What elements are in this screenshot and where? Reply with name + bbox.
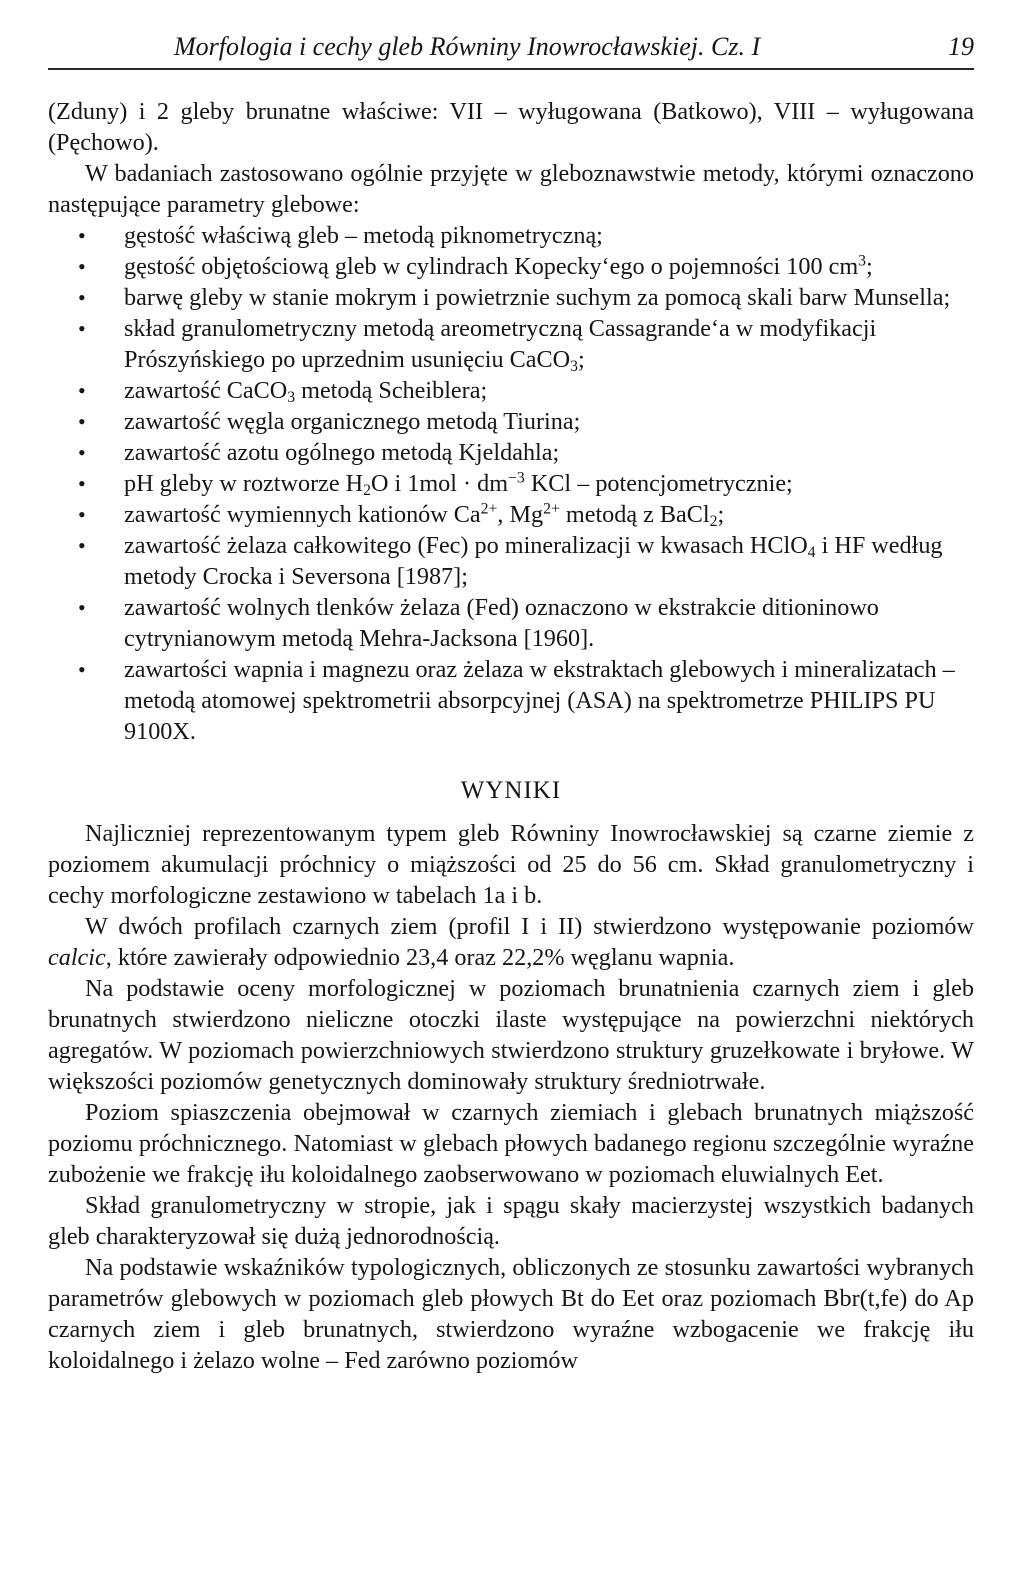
subscript: 4 [807, 543, 816, 561]
results-paragraph: Na podstawie wskaźników typologicznych, obliczonych ze stosunku zawartości wybranych parametrów glebowych w poziomach gleb płowych Bt do Eet oraz poziomach Bbr(t,fe) do Ap czarnych ziem i gleb brunatnych, stwierdzono wyraźne wzbogacenie we frakcję iłu koloidalnego i żelazo wolne – Fed zarówno poziomów [48, 1254, 974, 1374]
method-item [48, 220, 974, 251]
results-paragraph [48, 911, 974, 973]
method-text: gęstość objętościową gleb w cylindrach Kopecky‘ego o pojemności 100 cm [124, 253, 859, 280]
method-text: pH gleby w roztworze H [124, 470, 364, 497]
method-item [48, 530, 974, 592]
paragraph-text: , które zawierały odpowiednio 23,4 oraz 22,2% węglanu wapnia. [105, 944, 735, 971]
method-item [48, 592, 974, 654]
superscript: 2+ [543, 500, 560, 518]
article-body [48, 96, 974, 1376]
method-item [48, 282, 974, 313]
method-item [48, 313, 974, 375]
method-text: ; [717, 501, 725, 528]
superscript: 2+ [480, 500, 498, 518]
method-text: zawartość węgla organicznego metodą Tiurina; [124, 408, 581, 435]
results-paragraph: Najliczniej reprezentowanym typem gleb Równiny Inowrocławskiej są czarne ziemie z poziomem akumulacji próchnicy o miąższości od 25 do 56 cm. Skład granulometryczny i cechy morfologiczne zestawiono w tabelach 1a i b. [48, 820, 974, 909]
method-text: ; [577, 346, 585, 373]
method-text: zawartość azotu ogólnego metodą Kjeldahla; [124, 439, 560, 466]
method-text: metodą Scheiblera; [295, 377, 488, 404]
subscript: 2 [709, 512, 718, 530]
paragraph-text: W dwóch profilach czarnych ziem (profil I i II) stwierdzono występowanie poziomów [85, 913, 974, 940]
method-item [48, 654, 974, 747]
method-text: zawartość wymiennych kationów Ca [124, 501, 481, 528]
method-item [48, 468, 974, 499]
method-text: skład granulometryczny metodą areometryczną Cassagrande‘a w modyfikacji Prószyńskiego po uprzednim usunięciu CaCO [124, 315, 877, 373]
method-text: O i 1mol · dm [370, 470, 509, 497]
italic-term: calcic [48, 944, 106, 971]
results-paragraph: Na podstawie oceny morfologicznej w poziomach brunatnienia czarnych ziem i gleb brunatnych stwierdzono nieliczne otoczki ilaste występujące na powierzchni niektórych agregatów. W poziomach powierzchniowych stwierdzono struktury gruzełkowate i bryłowe. W większości poziomów genetycznych dominowały struktury średniotrwałe. [48, 975, 974, 1095]
running-header [48, 30, 974, 70]
method-text: zawartości wapnia i magnezu oraz żelaza w ekstraktach glebowych i mineralizatach – metodą atomowej spektrometrii absorpcyjnej (ASA) na spektrometrze PHILIPS PU 9100X. [124, 656, 955, 745]
method-text: i HF według metody Crocka i Seversona [1987]; [124, 532, 943, 590]
page-number: 19 [948, 32, 974, 61]
methods-intro: W badaniach zastosowano ogólnie przyjęte w gleboznawstwie metody, którymi oznaczono następujące parametry glebowe: [48, 160, 974, 218]
subscript: 3 [287, 388, 296, 406]
method-text: gęstość właściwą gleb – metodą piknometryczną; [124, 222, 603, 249]
results-paragraph: Skład granulometryczny w stropie, jak i spągu skały macierzystej wszystkich badanych gleb charakteryzował się dużą jednorodnością. [48, 1192, 974, 1250]
intro-paragraph: (Zduny) i 2 gleby brunatne właściwe: VII – wyługowana (Batkowo), VIII – wyługowana (Pęchowo). [48, 98, 974, 156]
results-paragraph: Poziom spiaszczenia obejmował w czarnych ziemiach i glebach brunatnych miąższość poziomu próchnicznego. Natomiast w glebach płowych badanego regionu szczególnie wyraźne zubożenie we frakcję iłu koloidalnego zaobserwowano w poziomach eluwialnych Eet. [48, 1099, 974, 1188]
method-item [48, 406, 974, 437]
method-text: zawartość CaCO [124, 377, 288, 404]
section-heading: WYNIKI [460, 777, 562, 804]
superscript: 3 [858, 252, 867, 270]
method-item [48, 437, 974, 468]
method-text: barwę gleby w stanie mokrym i powietrznie suchym za pomocą skali barw Munsella; [124, 284, 951, 311]
method-text: zawartość wolnych tlenków żelaza (Fed) oznaczono w ekstrakcie ditioninowo cytrynianowym metodą Mehra-Jacksona [1960]. [124, 594, 879, 652]
method-text: zawartość żelaza całkowitego (Fec) po mineralizacji w kwasach HClO [124, 532, 808, 559]
subscript: 2 [363, 481, 371, 499]
method-text: ; [866, 253, 873, 280]
methods-list [48, 220, 974, 747]
method-text: metodą z BaCl [559, 501, 710, 528]
running-title: Morfologia i cechy gleb Równiny Inowrocławskiej. Cz. I [174, 32, 761, 61]
method-text: KCl – potencjometrycznie; [524, 470, 793, 497]
method-text: , Mg [497, 501, 544, 528]
method-item [48, 499, 974, 530]
method-item [48, 251, 974, 282]
superscript: −3 [508, 469, 525, 487]
method-item [48, 375, 974, 406]
subscript: 3 [570, 357, 578, 375]
